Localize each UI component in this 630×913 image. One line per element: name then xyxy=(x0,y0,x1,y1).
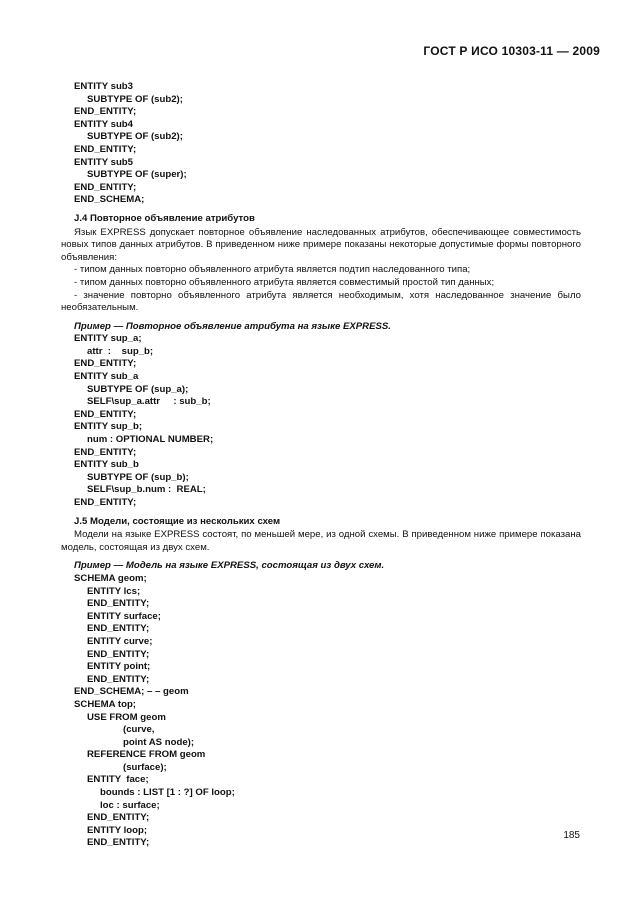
code-line: ENTITY surface; xyxy=(87,610,161,622)
example-label-j4: Пример — Повторное объявление атрибута на языке EXPRESS. xyxy=(74,320,391,332)
code-line: SUBTYPE OF (sup_a); xyxy=(87,383,189,395)
section-heading-j5: J.5 Модели, состоящие из нескольких схем xyxy=(74,515,281,527)
code-block-redeclaration xyxy=(74,333,581,509)
document-header: ГОСТ Р ИСО 10303-11 — 2009 xyxy=(423,44,600,58)
code-line: END_ENTITY; xyxy=(87,598,150,610)
code-line: attr : sup_b; xyxy=(87,345,154,357)
code-line: SUBTYPE OF (sup_b); xyxy=(87,471,189,483)
code-line: SUBTYPE OF (super); xyxy=(87,169,187,181)
code-line: END_SCHEMA; xyxy=(74,194,145,206)
code-line: REFERENCE FROM geom xyxy=(87,749,206,761)
code-line: ENTITY sub4 xyxy=(74,118,133,130)
code-line: END_ENTITY; xyxy=(87,812,150,824)
code-line: bounds : LIST [1 : ?] OF loop; xyxy=(100,787,235,799)
code-block-schema-end xyxy=(74,81,581,207)
code-line: SCHEMA geom; xyxy=(74,572,147,584)
code-line: USE FROM geom xyxy=(87,711,166,723)
code-line: END_ENTITY; xyxy=(87,837,150,849)
code-line: END_ENTITY; xyxy=(87,648,150,660)
code-line: ENTITY point; xyxy=(87,661,151,673)
code-line: ENTITY curve; xyxy=(87,635,153,647)
code-line: SELF\sup_a.attr : sub_b; xyxy=(87,396,211,408)
list-item: - типом данных повторно объявленного атрибута является подтип наследованного типа; xyxy=(74,264,471,276)
code-line: num : OPTIONAL NUMBER; xyxy=(87,434,214,446)
code-line: SCHEMA top; xyxy=(74,698,136,710)
example-label-j5: Пример — Модель на языке EXPRESS, состоящая из двух схем. xyxy=(74,560,385,572)
code-line: SUBTYPE OF (sub2); xyxy=(87,131,183,143)
code-line: ENTITY sub5 xyxy=(74,156,133,168)
list-item: - значение повторно объявленного атрибута является необходимым, хотя наследованное значение было необязательным. xyxy=(61,289,581,314)
code-line: SELF\sup_b.num : REAL; xyxy=(87,484,206,496)
code-line: END_ENTITY; xyxy=(87,673,150,685)
code-line: (curve, xyxy=(123,724,155,736)
code-line: END_ENTITY; xyxy=(74,181,137,193)
page-number: 185 xyxy=(563,830,580,841)
code-line: END_ENTITY; xyxy=(74,106,137,118)
code-line: point AS node); xyxy=(123,736,195,748)
code-line: END_ENTITY; xyxy=(87,623,150,635)
code-line: END_SCHEMA; – – geom xyxy=(74,686,189,698)
code-block-multi-schema xyxy=(74,573,581,850)
code-line: ENTITY loop; xyxy=(87,824,148,836)
code-line: ENTITY sub_b xyxy=(74,459,139,471)
code-line: ENTITY sub_a xyxy=(74,371,139,383)
code-line: END_ENTITY; xyxy=(74,408,137,420)
code-line: END_ENTITY; xyxy=(74,446,137,458)
code-line: loc : surface; xyxy=(100,799,160,811)
code-line: ENTITY face; xyxy=(87,774,149,786)
code-line: END_ENTITY; xyxy=(74,497,137,508)
page-content xyxy=(61,81,581,850)
code-line: END_ENTITY; xyxy=(74,358,137,370)
code-line: END_ENTITY; xyxy=(74,143,137,155)
code-line: ENTITY sub3 xyxy=(74,81,133,92)
paragraph-j4-intro: Язык EXPRESS допускает повторное объявление наследованных атрибутов, обеспечивающее совместимость новых типов данных атрибутов. В приведенном ниже примере показаны некоторые допустимые формы повторного объявления: xyxy=(61,226,581,263)
code-line: ENTITY lcs; xyxy=(87,585,141,597)
section-heading-j4: J.4 Повторное объявление атрибутов xyxy=(74,212,255,224)
code-line: SUBTYPE OF (sub2); xyxy=(87,93,183,105)
code-line: ENTITY sup_b; xyxy=(74,421,143,433)
list-item: - типом данных повторно объявленного атрибута является совместимый простой тип данных; xyxy=(74,276,495,288)
code-line: (surface); xyxy=(123,761,167,773)
paragraph-j5-intro: Модели на языке EXPRESS состоят, по меньшей мере, из одной схемы. В приведенном ниже примере показана модель, состоящая из двух схем. xyxy=(61,529,581,553)
code-line: ENTITY sup_a; xyxy=(74,333,142,345)
